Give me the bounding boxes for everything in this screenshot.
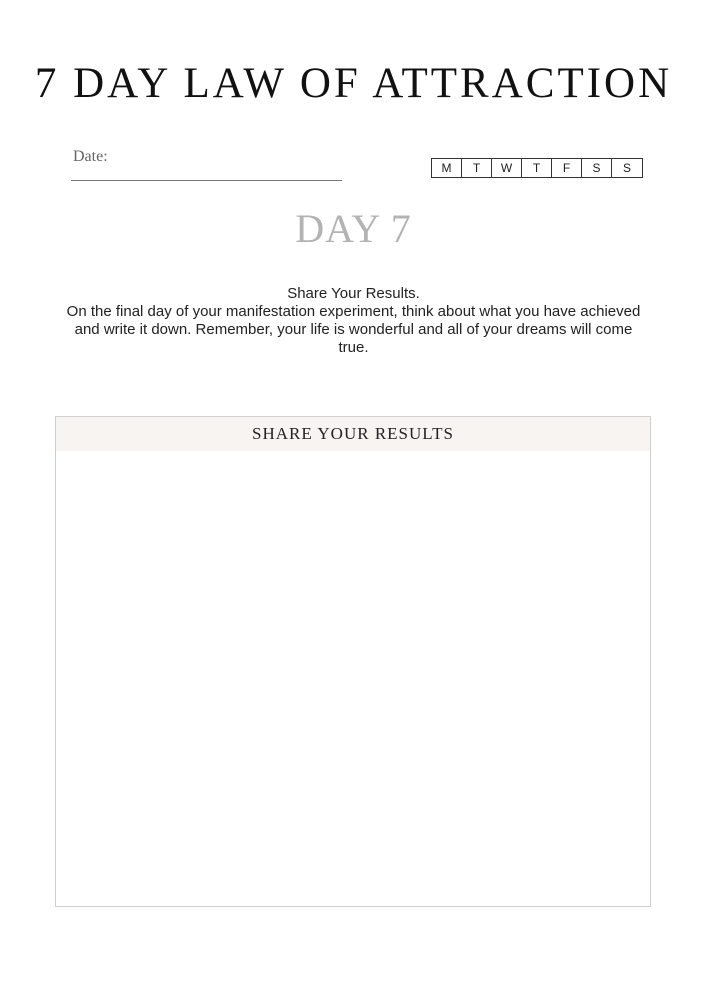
date-input-line[interactable] [71,180,342,181]
weekday-wednesday[interactable]: W [492,159,522,177]
weekday-tuesday[interactable]: T [462,159,492,177]
page-title: 7 DAY LAW OF ATTRACTION [34,60,673,107]
weekday-sunday[interactable]: S [622,161,631,175]
intro-body: On the final day of your manifestation experiment, think about what you have achieved and write it down. Remember, your life is wonderful and all of your dreams will come true. [66,303,641,356]
intro-lead: Share Your Results. [287,285,420,302]
results-section [55,416,651,907]
weekday-selector [431,158,643,178]
day-heading: DAY 7 [295,206,412,251]
weekday-thursday[interactable]: T [522,159,552,177]
weekday-monday[interactable]: M [432,159,462,177]
date-label: Date: [73,148,108,165]
results-header: SHARE YOUR RESULTS [56,417,650,451]
intro-text [60,285,647,357]
weekday-saturday[interactable]: S [582,159,612,177]
weekday-friday[interactable]: F [552,159,582,177]
results-writing-area[interactable] [56,451,650,906]
